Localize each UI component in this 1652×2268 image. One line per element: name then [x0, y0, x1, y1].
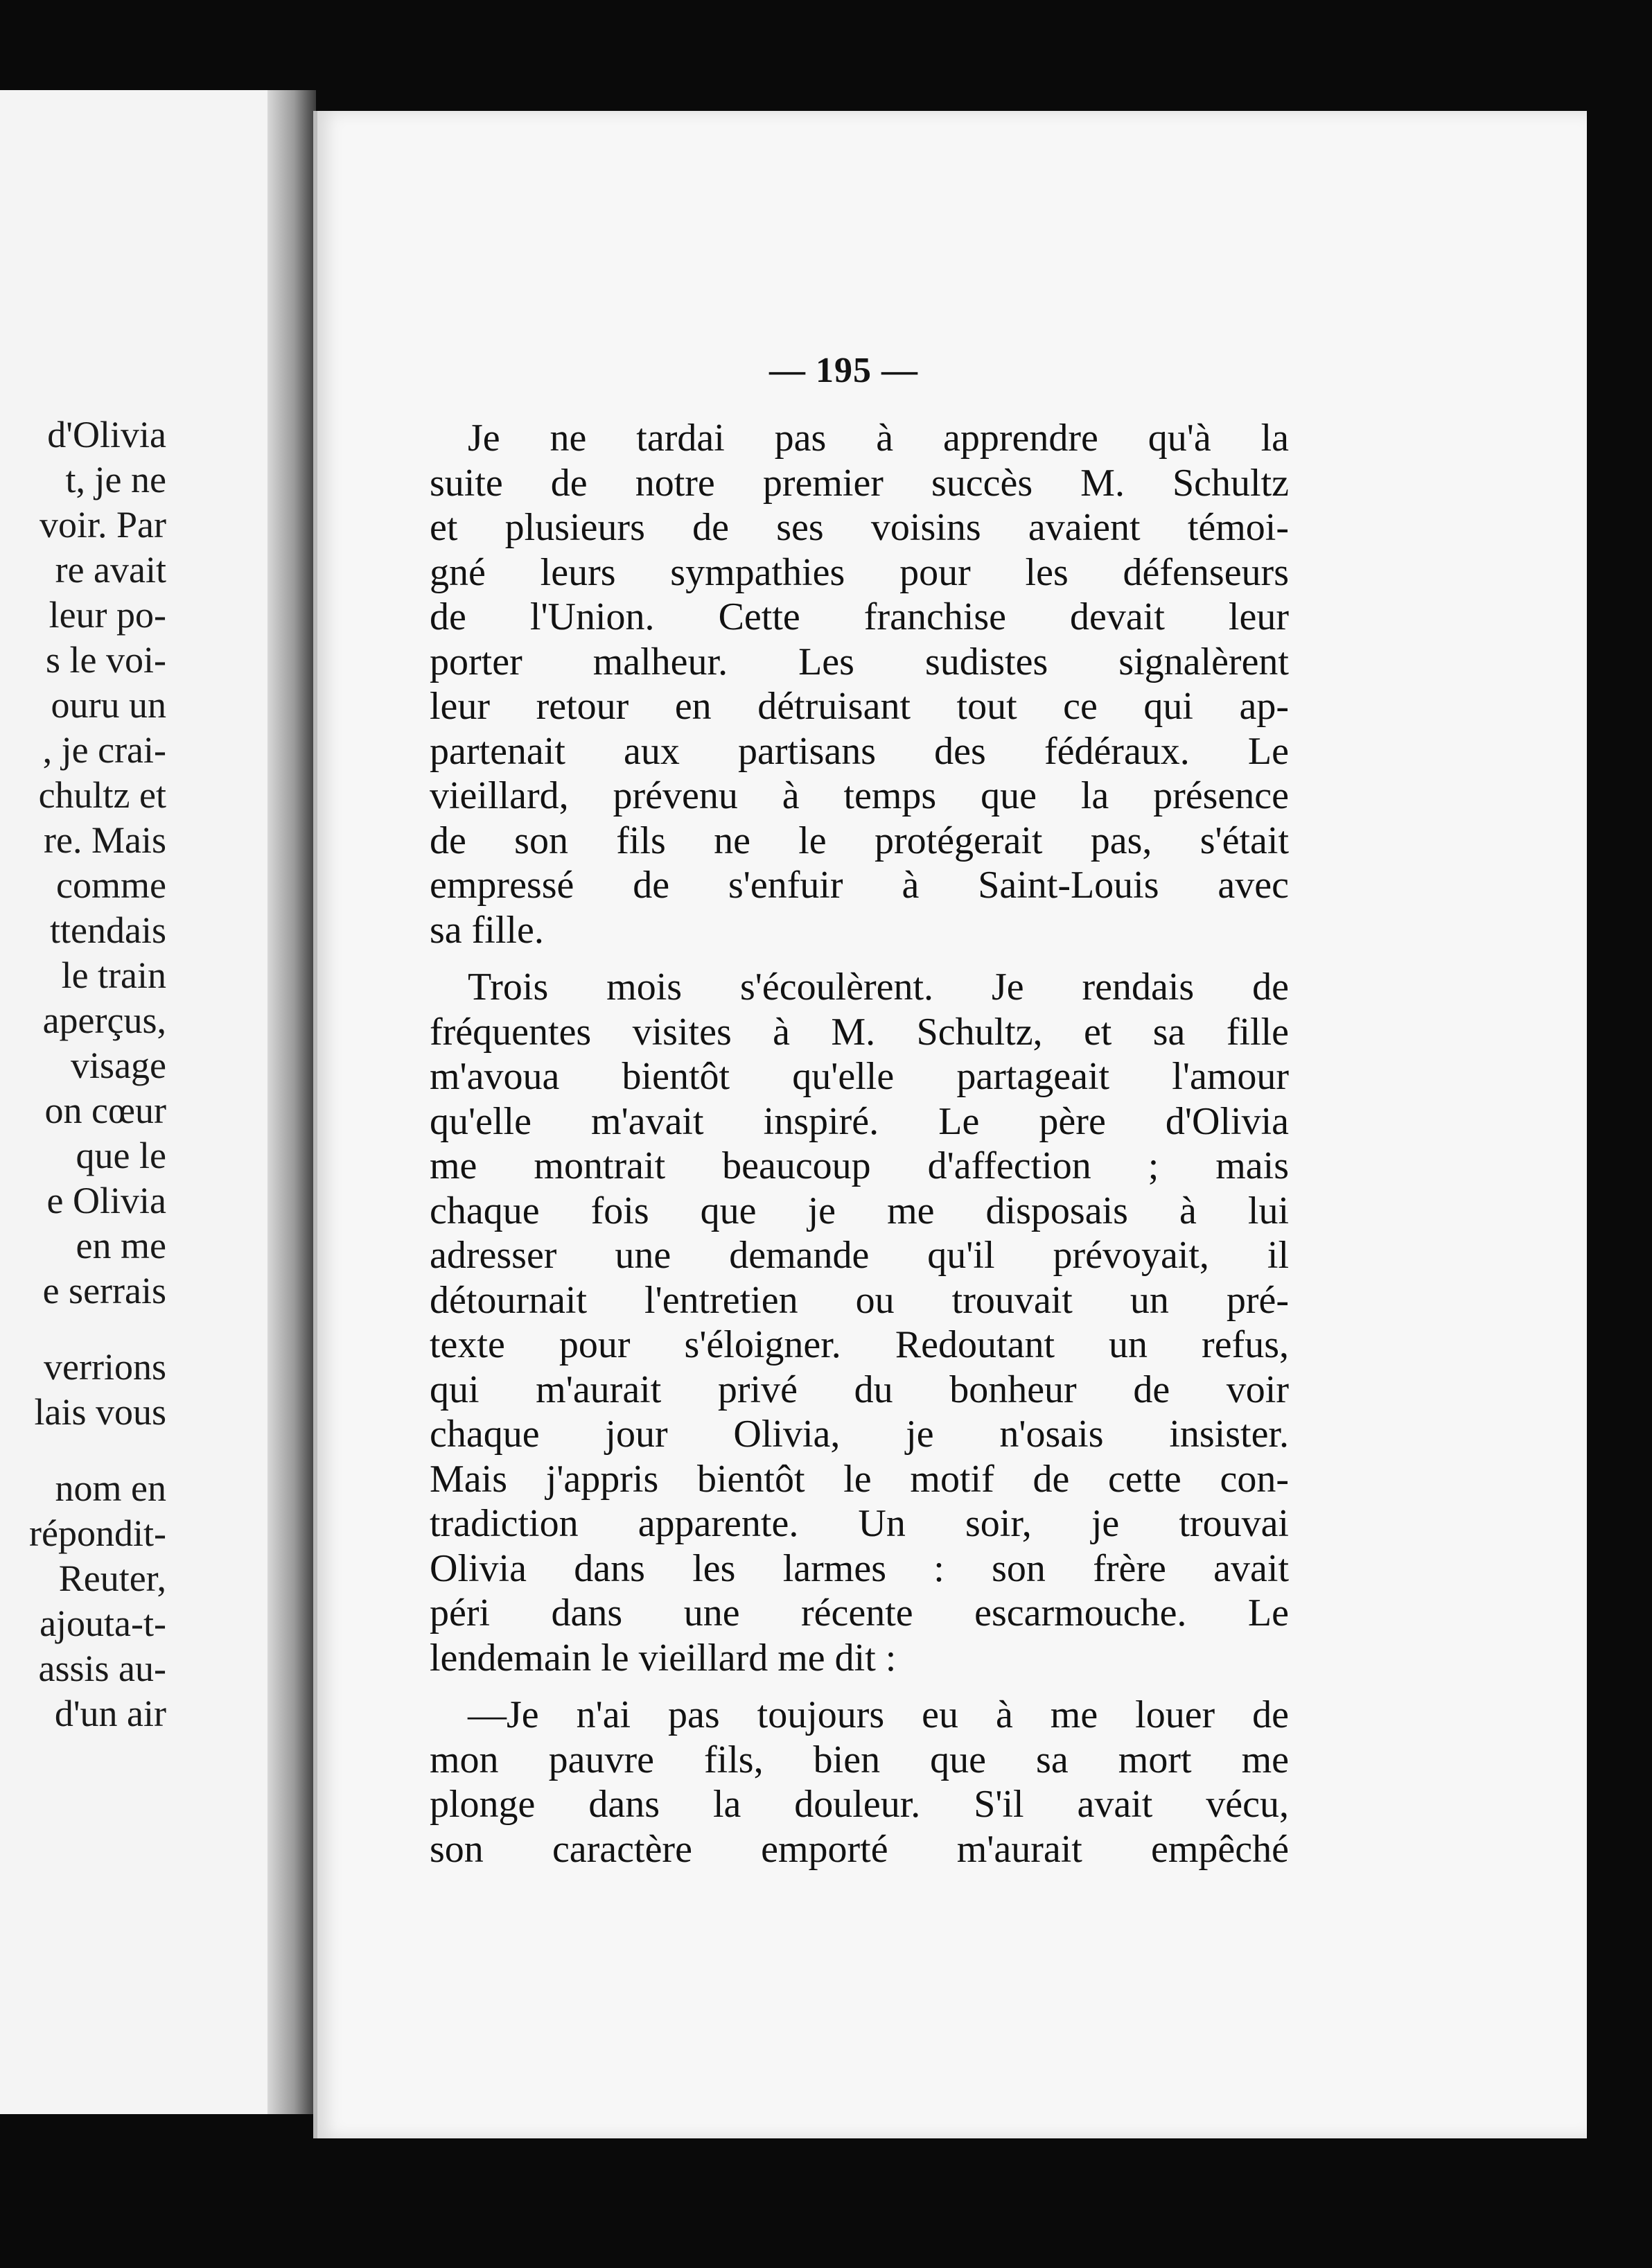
left-line: que le — [76, 1135, 166, 1176]
left-line: nom en — [55, 1467, 166, 1509]
text-line: porter malheur. Les sudistes signalèrent — [430, 640, 1289, 683]
text-line: partenait aux partisans des fédéraux. Le — [430, 729, 1289, 773]
left-line: e serrais — [42, 1270, 166, 1311]
paragraph-gap — [430, 952, 1289, 965]
text-line: tradiction apparente. Un soir, je trouvai — [430, 1502, 1289, 1545]
left-line: on cœur — [44, 1090, 166, 1131]
left-line: comme — [56, 864, 166, 906]
text-line: me montrait beaucoup d'affection ; mais — [430, 1144, 1289, 1187]
left-line: leur po- — [49, 594, 166, 636]
left-line: d'un air — [54, 1693, 166, 1734]
left-line: aperçus, — [42, 1000, 166, 1041]
left-line: verrions — [44, 1346, 166, 1388]
text-line: suite de notre premier succès M. Schultz — [430, 461, 1289, 505]
left-line: re. Mais — [44, 819, 166, 861]
text-line: Je ne tardai pas à apprendre qu'à la — [468, 417, 1289, 460]
book-gutter — [267, 90, 316, 2114]
left-line: ouru un — [51, 684, 166, 726]
text-line: son caractère emporté m'aurait empêché — [430, 1827, 1289, 1871]
text-line: et plusieurs de ses voisins avaient témoi- — [430, 506, 1289, 549]
text-line: —Je n'ai pas toujours eu à me louer de — [468, 1693, 1289, 1736]
left-line: voir. Par — [39, 504, 166, 546]
left-line-gap — [0, 1314, 166, 1345]
paragraph-gap — [430, 1680, 1289, 1693]
left-line: , je crai- — [42, 729, 166, 771]
text-line: de son fils ne le protégerait pas, s'était — [430, 819, 1289, 862]
left-line: ajouta-t- — [39, 1603, 166, 1644]
text-line: vieillard, prévenu à temps que la présence — [430, 774, 1289, 817]
left-line: ttendais — [50, 909, 166, 951]
left-line: s le voi- — [46, 639, 166, 681]
text-line: texte pour s'éloigner. Redoutant un refus, — [430, 1323, 1289, 1366]
text-line: adresser une demande qu'il prévoyait, il — [430, 1234, 1289, 1277]
text-line: Olivia dans les larmes : son frère avait — [430, 1546, 1289, 1590]
left-line: chultz et — [38, 774, 166, 816]
text-line: de l'Union. Cette franchise devait leur — [430, 595, 1289, 638]
body-text — [430, 416, 1289, 1872]
text-line: empressé de s'enfuir à Saint-Louis avec — [430, 864, 1289, 907]
left-line: assis au- — [38, 1648, 166, 1689]
text-line: péri dans une récente escarmouche. Le — [430, 1591, 1289, 1634]
text-line: chaque fois que je me disposais à lui — [430, 1189, 1289, 1232]
left-line-gap — [0, 1435, 166, 1466]
text-line: fréquentes visites à M. Schultz, et sa fille — [430, 1010, 1289, 1054]
text-line: sa fille. — [430, 908, 544, 952]
left-line: re avait — [55, 549, 166, 591]
text-line: plonge dans la douleur. S'il avait vécu, — [430, 1783, 1289, 1826]
page-number: — 195 — — [769, 351, 918, 390]
text-line: qui m'aurait privé du bonheur de voir — [430, 1368, 1289, 1411]
left-line: lais vous — [34, 1391, 166, 1433]
left-line: d'Olivia — [47, 414, 166, 455]
left-line: t, je ne — [65, 459, 166, 500]
left-line: e Olivia — [46, 1180, 166, 1221]
text-line: qu'elle m'avait inspiré. Le père d'Olivia — [430, 1099, 1289, 1143]
text-line: Trois mois s'écoulèrent. Je rendais de — [468, 966, 1289, 1009]
left-line: en me — [76, 1225, 166, 1266]
text-line: chaque jour Olivia, je n'osais insister. — [430, 1413, 1289, 1456]
left-page — [0, 90, 310, 2114]
left-line: le train — [61, 954, 166, 996]
text-line: m'avoua bientôt qu'elle partageait l'amour — [430, 1055, 1289, 1098]
text-line: détournait l'entretien ou trouvait un pré- — [430, 1278, 1289, 1322]
text-line: Mais j'appris bientôt le motif de cette con- — [430, 1457, 1289, 1501]
left-line: répondit- — [29, 1512, 166, 1554]
text-line: leur retour en détruisant tout ce qui ap- — [430, 685, 1289, 728]
text-line: lendemain le vieillard me dit : — [430, 1636, 897, 1680]
text-line: gné leurs sympathies pour les défenseurs — [430, 550, 1289, 594]
left-page-text — [0, 412, 166, 1736]
left-line: Reuter, — [58, 1558, 166, 1599]
text-line: mon pauvre fils, bien que sa mort me — [430, 1738, 1289, 1781]
left-line: visage — [71, 1045, 166, 1086]
